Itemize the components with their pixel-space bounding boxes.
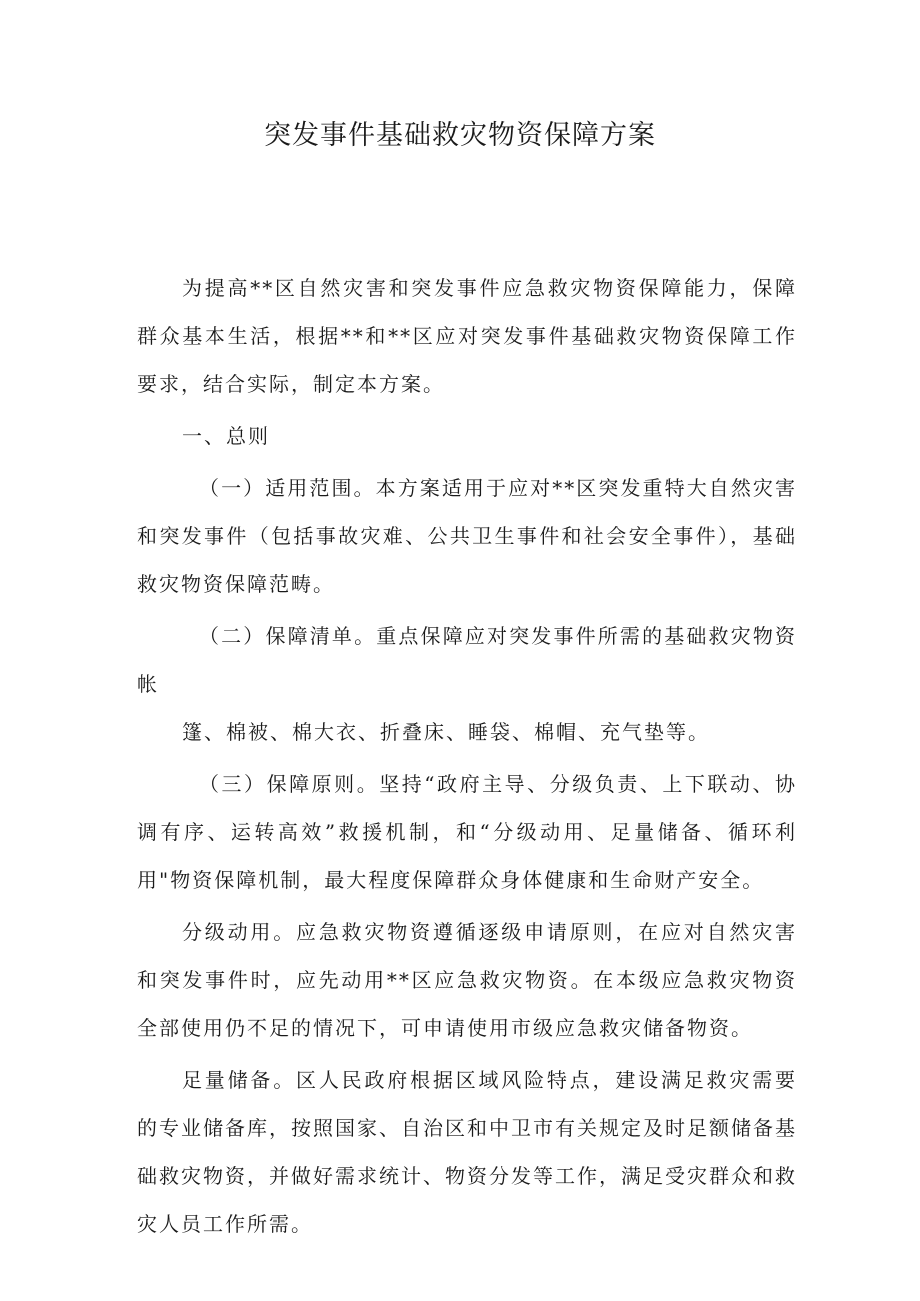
item-list-paragraph-line1: （二）保障清单。重点保障应对突发事件所需的基础救灾物资帐 bbox=[137, 624, 797, 696]
item-scope-paragraph: （一）适用范围。本方案适用于应对**区突发重特大自然灾害和突发事件（包括事故灾难、公共卫生事件和社会安全事件），基础救灾物资保障范畴。 bbox=[137, 476, 797, 596]
section-heading-general: 一、总则 bbox=[182, 424, 270, 448]
document-title: 突发事件基础救灾物资保障方案 bbox=[264, 120, 656, 151]
intro-paragraph: 为提高**区自然灾害和突发事件应急救灾物资保障能力，保障群众基本生活，根据**和**区应对突发事件基础救灾物资保障工作要求，结合实际，制定本方案。 bbox=[137, 276, 797, 396]
document-body bbox=[137, 264, 797, 1252]
tiered-use-paragraph: 分级动用。应急救灾物资遵循逐级申请原则，在应对自然灾害和突发事件时，应先动用**区应急救灾物资。在本级应急救灾物资全部使用仍不足的情况下，可申请使用市级应急救灾储备物资。 bbox=[137, 920, 797, 1040]
item-list-paragraph-line2: 篷、棉被、棉大衣、折叠床、睡袋、棉帽、充气垫等。 bbox=[182, 720, 710, 744]
sufficient-reserve-paragraph: 足量储备。区人民政府根据区域风险特点，建设满足救灾需要的专业储备库，按照国家、自治区和中卫市有关规定及时足额储备基础救灾物资，并做好需求统计、物资分发等工作，满足受灾群众和救灾人员工作所需。 bbox=[137, 1068, 797, 1236]
item-principle-paragraph: （三）保障原则。坚持“政府主导、分级负责、上下联动、协调有序、运转高效”救援机制，和“分级动用、足量储备、循环利用"物资保障机制，最大程度保障群众身体健康和生命财产安全。 bbox=[137, 772, 797, 892]
